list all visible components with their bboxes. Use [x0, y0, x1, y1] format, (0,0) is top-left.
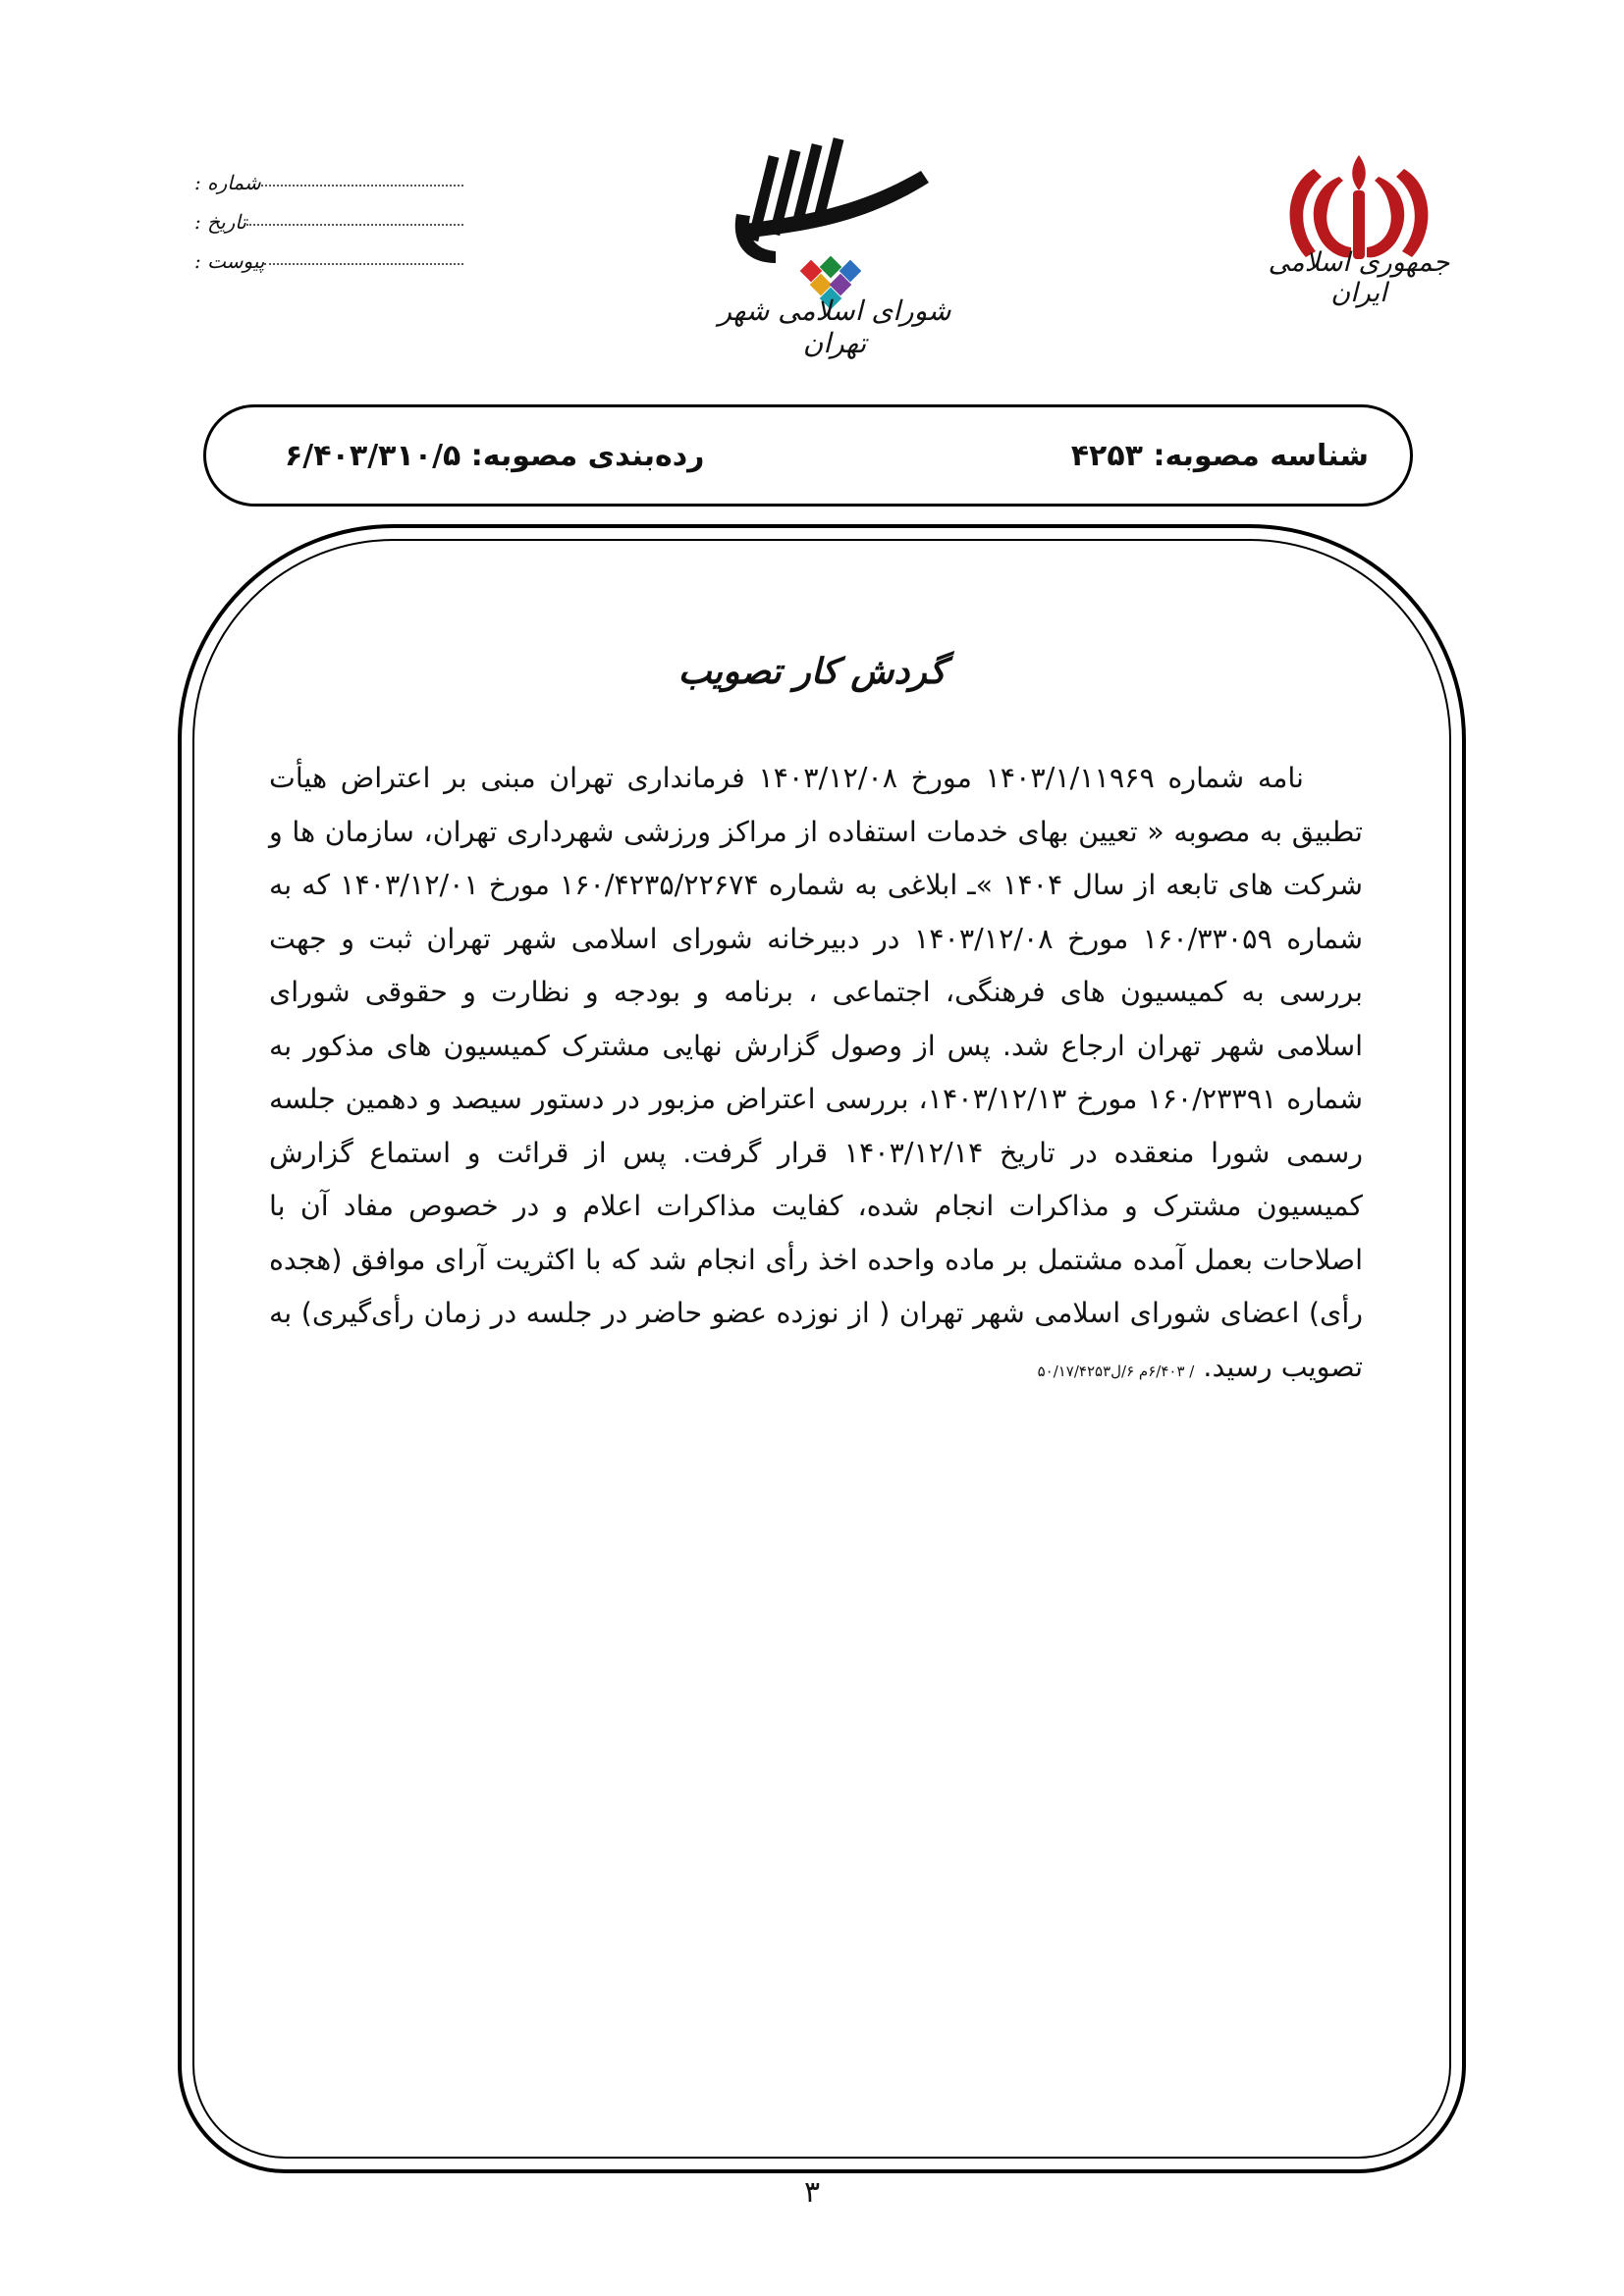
- field-blank-line: [264, 263, 463, 265]
- field-label: پیوست :: [194, 249, 265, 273]
- field-label: شماره :: [194, 171, 261, 194]
- emblem-caption: جمهوری اسلامی ایران: [1268, 247, 1450, 308]
- field-blank-line: [261, 185, 463, 187]
- letter-number-field: [189, 155, 463, 194]
- approval-classification: رده‌بندی مصوبه: ۶/۴۰۳/۳۱۰/۵: [285, 439, 705, 473]
- letter-reference-fields: [189, 155, 463, 273]
- letter-attachment-field: [189, 234, 463, 273]
- document-body-text: نامه شماره ۱۴۰۳/۱/۱۱۹۶۹ مورخ ۱۴۰۳/۱۲/۰۸ فرمانداری تهران مبنی بر اعتراض هیأت تطبیق به مصوبه « تعیین بهای خدمات استفاده از مراکز ورزشی شهرداری تهران، سازمان ها و شرکت های تابعه از سال ۱۴۰۴ »ـ ابلاغی به شماره ۱۶۰/۴۲۳۵/۲۲۶۷۴ مورخ ۱۴۰۳/۱۲/۰۱ که به شماره ۱۶۰/۳۳۰۵۹ مورخ ۱۴۰۳/۱۲/۰۸ در دبیرخانه شورای اسلامی شهر تهران ثبت و جهت بررسی به کمیسیون های فرهنگی، اجتماعی ، برنامه و بودجه و نظارت و حقوقی شورای اسلامی شهر تهران ارجاع شد. پس از وصول گزارش نهایی مشترک کمیسیون های مذکور به شماره ۱۶۰/۲۳۳۹۱ مورخ ۱۴۰۳/۱۲/۱۳، بررسی اعتراض مزبور در دستور سیصد و دهمین جلسه رسمی شورا منعقده در تاریخ ۱۴۰۳/۱۲/۱۴ قرار گرفت. پس از قرائت و استماع گزارش کمیسیون مشترک و مذاکرات انجام شده، کفایت مذاکرات اعلام و در خصوص مفاد آن با اصلاحات بعمل آمده مشتمل بر ماده واحده اخذ رأی انجام شد که با اکثریت آرای موافق (هجده رأی) اعضای شورای اسلامی شهر تهران ( از نوزده عضو حاضر در جلسه در زمان رأی‌گیری) به تصویب رسید.: [269, 762, 1363, 1383]
- document-body: [269, 752, 1363, 1398]
- approval-id-bar: [203, 404, 1413, 507]
- page-number: ۳: [803, 2175, 821, 2210]
- document-heading: گردش کار تصویب: [677, 652, 947, 692]
- council-caption: شورای اسلامی شهر تهران: [718, 294, 951, 359]
- reference-code: / ۶/۴۰۳م ۶/ل۵۰/۱۷/۴۲۵۳: [1037, 1362, 1195, 1380]
- letter-date-field: [189, 194, 463, 234]
- field-label: تاریخ :: [194, 210, 246, 234]
- field-blank-line: [246, 224, 463, 226]
- approval-id: شناسه مصوبه: ۴۲۵۳: [1070, 439, 1369, 473]
- tehran-city-council-logo: [707, 126, 962, 322]
